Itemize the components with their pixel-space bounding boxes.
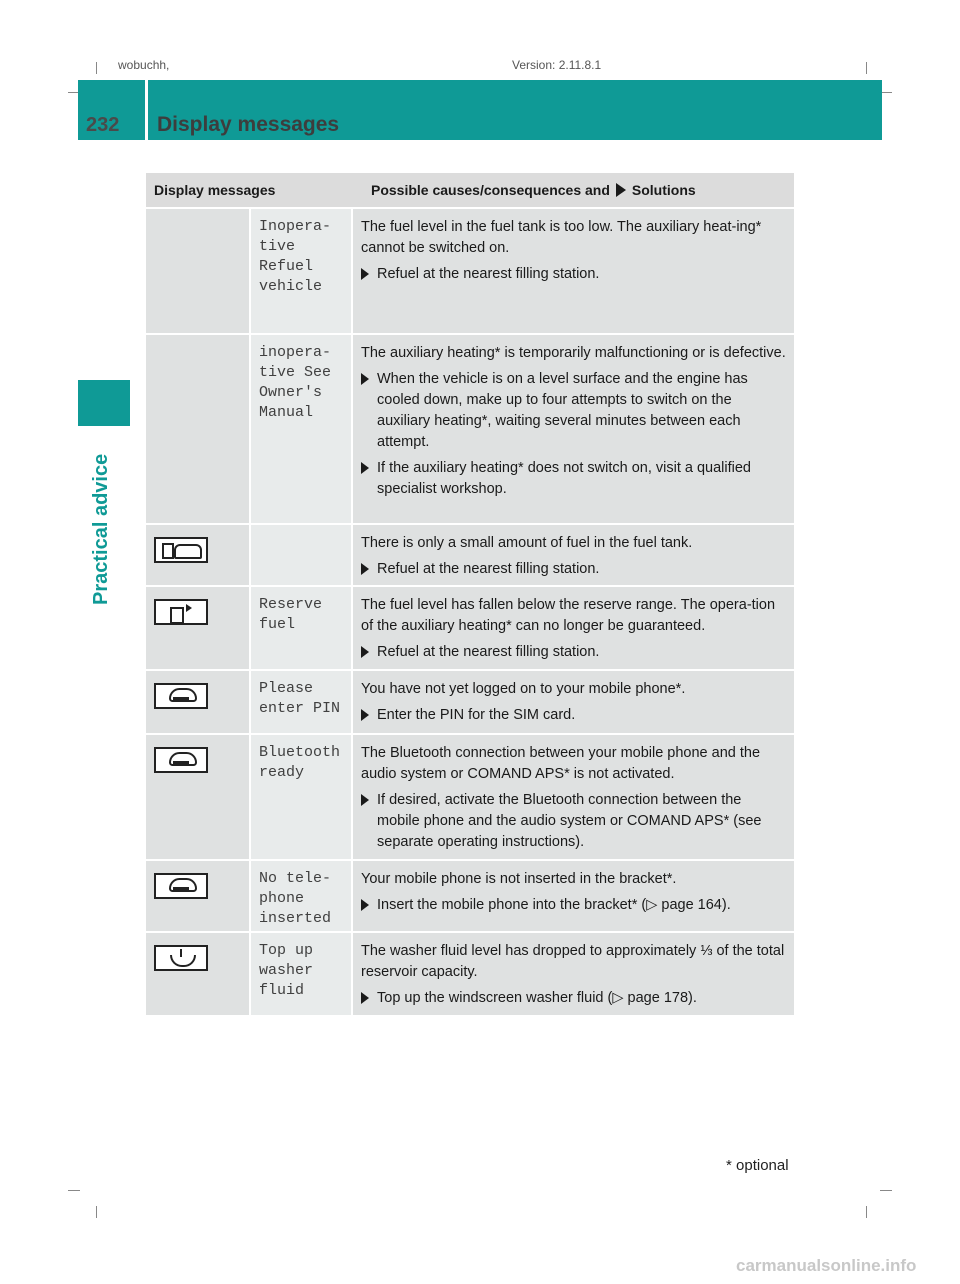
- solution-step-text: If desired, activate the Bluetooth connection between the mobile phone and the audio system or COMAND APS* (see separate operating instructions).: [377, 792, 762, 850]
- crop-mark: [866, 1206, 867, 1218]
- crop-mark: [96, 62, 97, 74]
- action-arrow-icon: [361, 462, 369, 474]
- crop-mark: [96, 1206, 97, 1218]
- description-cell: [353, 587, 794, 669]
- message-cell: Inopera- tive Refuel vehicle: [251, 209, 353, 333]
- column-header-causes-solutions: [362, 182, 794, 198]
- side-tab-marker: [78, 380, 130, 426]
- solution-step-text: Insert the mobile phone into the bracket* (▷ page 164).: [377, 897, 731, 913]
- solution-step: [361, 895, 788, 916]
- solution-step-text: Refuel at the nearest filling station.: [377, 561, 600, 577]
- description-text: The washer fluid level has dropped to approximately ⅓ of the total reservoir capacity.: [361, 943, 785, 980]
- solution-step: [361, 264, 788, 285]
- footnote-optional: * optional: [726, 1157, 789, 1174]
- description-cell: [353, 209, 794, 333]
- table-row: [146, 333, 794, 523]
- table-row: [146, 859, 794, 931]
- icon-cell: [146, 671, 251, 733]
- action-arrow-icon: [361, 992, 369, 1004]
- message-cell: Top up washer fluid: [251, 933, 353, 1015]
- solution-step-text: Enter the PIN for the SIM card.: [377, 707, 576, 723]
- watermark: carmanualsonline.info: [736, 1256, 917, 1275]
- message-cell: No tele- phone inserted: [251, 861, 353, 931]
- page-number: 232: [86, 114, 120, 136]
- solution-step-text: When the vehicle is on a level surface and the engine has cooled down, make up to four attempts to switch on the auxiliary heating*, waiting several minutes between each attempt.: [377, 371, 748, 450]
- solution-step-text: Refuel at the nearest filling station.: [377, 644, 600, 660]
- description-text: Your mobile phone is not inserted in the bracket*.: [361, 871, 677, 887]
- action-arrow-icon: [361, 899, 369, 911]
- fuel-car-icon: [154, 537, 208, 563]
- washer-fluid-icon: [154, 945, 208, 971]
- table-row: [146, 931, 794, 1015]
- description-text: The Bluetooth connection between your mobile phone and the audio system or COMAND APS* is not activated.: [361, 745, 761, 782]
- solution-step: [361, 705, 788, 726]
- description-cell: [353, 933, 794, 1015]
- phone-icon: [154, 873, 208, 899]
- solution-step-text: If the auxiliary heating* does not switch on, visit a qualified specialist workshop.: [377, 460, 751, 497]
- description-cell: [353, 525, 794, 585]
- description-text: There is only a small amount of fuel in the fuel tank.: [361, 535, 693, 551]
- description-cell: [353, 335, 794, 523]
- crop-mark: [866, 62, 867, 74]
- description-text: You have not yet logged on to your mobile phone*.: [361, 681, 686, 697]
- icon-cell: [146, 335, 251, 523]
- solution-step: [361, 988, 788, 1009]
- description-cell: [353, 861, 794, 931]
- table-row: [146, 669, 794, 733]
- table-row: [146, 733, 794, 859]
- table-row: [146, 523, 794, 585]
- print-meta-right: Version: 2.11.8.1: [512, 58, 602, 72]
- solution-step-text: Refuel at the nearest filling station.: [377, 266, 600, 282]
- column-header-causes: Possible causes/consequences and: [371, 182, 610, 198]
- phone-icon: [154, 747, 208, 773]
- description-cell: [353, 671, 794, 733]
- solution-step: [361, 458, 788, 500]
- description-text: The fuel level has fallen below the reserve range. The opera-tion of the auxiliary heating* can no longer be guaranteed.: [361, 597, 776, 634]
- action-arrow-icon: [616, 183, 626, 197]
- message-cell: inopera- tive See Owner's Manual: [251, 335, 353, 523]
- solution-step-text: Top up the windscreen washer fluid (▷ page 178).: [377, 990, 697, 1006]
- message-cell: [251, 525, 353, 585]
- icon-cell: [146, 735, 251, 859]
- description-cell: [353, 735, 794, 859]
- column-header-solutions: Solutions: [631, 182, 696, 198]
- print-meta-left: wobuchh,: [118, 58, 170, 72]
- fuel-pump-icon: [154, 599, 208, 625]
- action-arrow-icon: [361, 373, 369, 385]
- description-text: The fuel level in the fuel tank is too low. The auxiliary heat-ing* cannot be switched on.: [361, 219, 762, 256]
- icon-cell: [146, 587, 251, 669]
- solution-step: [361, 369, 788, 453]
- table-row: [146, 207, 794, 333]
- action-arrow-icon: [361, 563, 369, 575]
- solution-step: [361, 642, 788, 663]
- phone-icon: [154, 683, 208, 709]
- icon-cell: [146, 209, 251, 333]
- solution-step: [361, 559, 788, 580]
- icon-cell: [146, 933, 251, 1015]
- description-text: The auxiliary heating* is temporarily malfunctioning or is defective.: [361, 345, 786, 361]
- message-cell: Please enter PIN: [251, 671, 353, 733]
- page-title: Display messages: [157, 113, 340, 136]
- table-header: [146, 173, 794, 207]
- display-messages-table: [146, 173, 794, 1015]
- action-arrow-icon: [361, 794, 369, 806]
- crop-mark: [880, 1190, 892, 1191]
- side-tab-text: Practical advice: [90, 453, 112, 605]
- header-divider: [145, 80, 148, 140]
- crop-mark: [68, 1190, 80, 1191]
- action-arrow-icon: [361, 709, 369, 721]
- icon-cell: [146, 525, 251, 585]
- solution-step: [361, 790, 788, 853]
- action-arrow-icon: [361, 268, 369, 280]
- table-row: [146, 585, 794, 669]
- column-header-display-messages: Display messages: [154, 182, 276, 198]
- message-cell: Reserve fuel: [251, 587, 353, 669]
- icon-cell: [146, 861, 251, 931]
- message-cell: Bluetooth ready: [251, 735, 353, 859]
- action-arrow-icon: [361, 646, 369, 658]
